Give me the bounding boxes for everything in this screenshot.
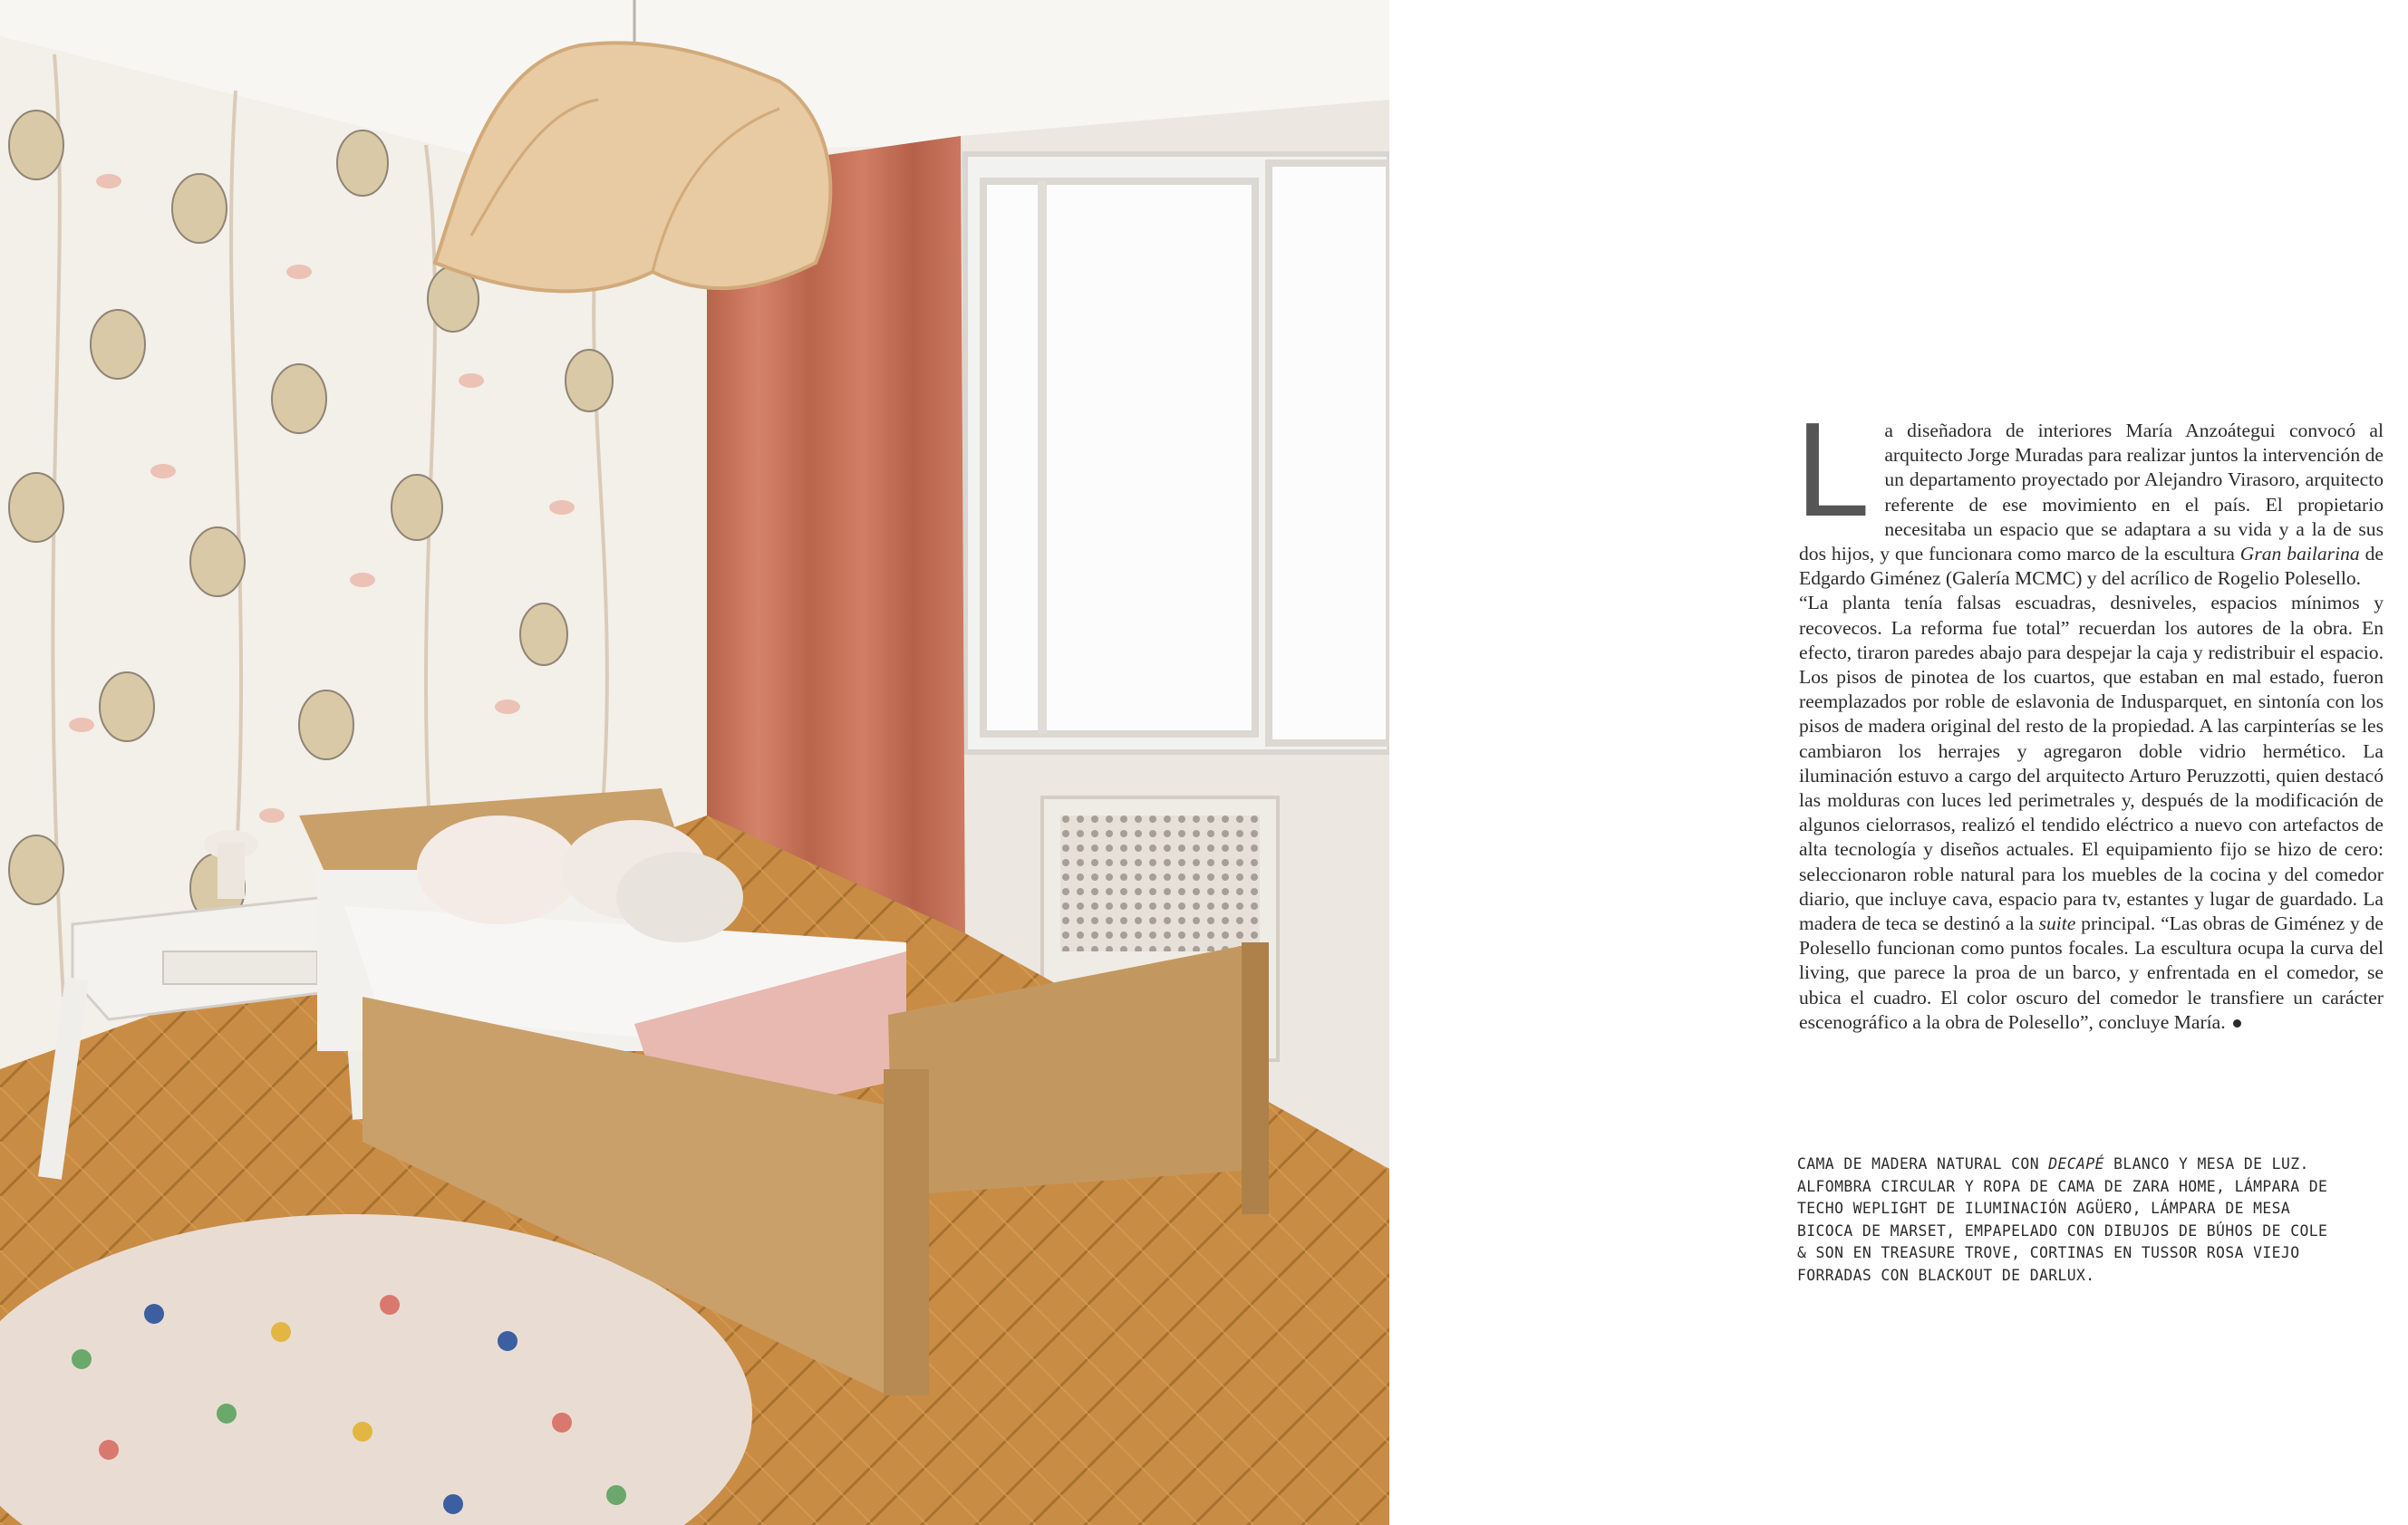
drop-cap: L: [1795, 395, 1871, 545]
paragraph-2-run: suite: [2038, 912, 2076, 935]
paragraph-1-run: de Edgardo Giménez (Galería MCMC) y del acrílico de Rogelio Polesello.: [1799, 543, 2384, 590]
article-paragraph-1: [1799, 419, 2384, 591]
caption-run: DECAPÉ: [2048, 1155, 2104, 1173]
end-mark-icon: [2233, 1019, 2241, 1028]
paragraph-2-run: principal. “Las obras de Giménez y de Polesello funcionan como puntos focales. La escultura ocupa la curva del living, que parece la proa de un barco, y enfrentada en el comedor, se ubica el cuadro. El color oscuro del comedor le transfiere un carácter escenográfico a la obra de Polesello”, concluye María.: [1799, 912, 2384, 1033]
paragraph-1-run: Gran bailarina: [2239, 543, 2360, 565]
caption-run: BLANCO Y MESA DE LUZ. ALFOMBRA CIRCULAR Y ROPA DE CAMA DE ZARA HOME, LÁMPARA DE TECHO WEPLIGHT DE ILUMINACIÓN AGÜERO, LÁMPARA DE MESA BICOCA DE MARSET, EMPAPELADO CON DIBUJOS DE BÚHOS DE COLE & SON EN TREASURE TROVE, CORTINAS EN TUSSOR ROSA VIEJO FORRADAS CON BLACKOUT DE DARLUX.: [1797, 1155, 2328, 1284]
caption-run: CAMA DE MADERA NATURAL CON: [1797, 1155, 2049, 1173]
article-body: [1795, 395, 2384, 1035]
article-paragraph-2: [1799, 591, 2384, 1035]
paragraph-2-run: “La planta tenía falsas escuadras, desniveles, espacios mínimos y recovecos. La reforma fue total” recuerdan los autores de la obra. En efecto, tiraron paredes abajo para despejar la caja y redistribuir el espacio. Los pisos de pinotea de los cuartos, que estaban en mal estado, fueron reemplazados por roble de eslavonia de Indusparquet, en sintonía con los pisos de madera original del resto de la propiedad. A las carpinterías se les cambiaron los herrajes y agregaron doble vidrio hermético. La iluminación estuvo a cargo del arquitecto Arturo Peruzzotti, quien destacó las molduras con luces led perimetrales y, después de la modificación de algunos cielorrasos, realizó el tendido eléctrico a nuevo con artefactos de alta tecnología y diseños actuales. El equipamiento fijo se hizo de cero: seleccionaron roble natural para los muebles de la cocina y del comedor diario, que incluye cava, espacio para tv, estantes y lugar de guardado. La madera de teca se destinó a la: [1799, 592, 2384, 935]
paragraph-1-run: a diseñadora de interiores María Anzoátegui convocó al arquitecto Jorge Muradas para realizar juntos la intervención de un departamento proyectado por Alejandro Virasoro, arquitecto referente de ese movimiento en el país. El propietario necesitaba un espacio que se adaptara a su vida y a la de sus dos hijos, y que funcionara como marco de la escultura: [1799, 420, 2384, 565]
photo-caption: [1797, 1153, 2341, 1287]
